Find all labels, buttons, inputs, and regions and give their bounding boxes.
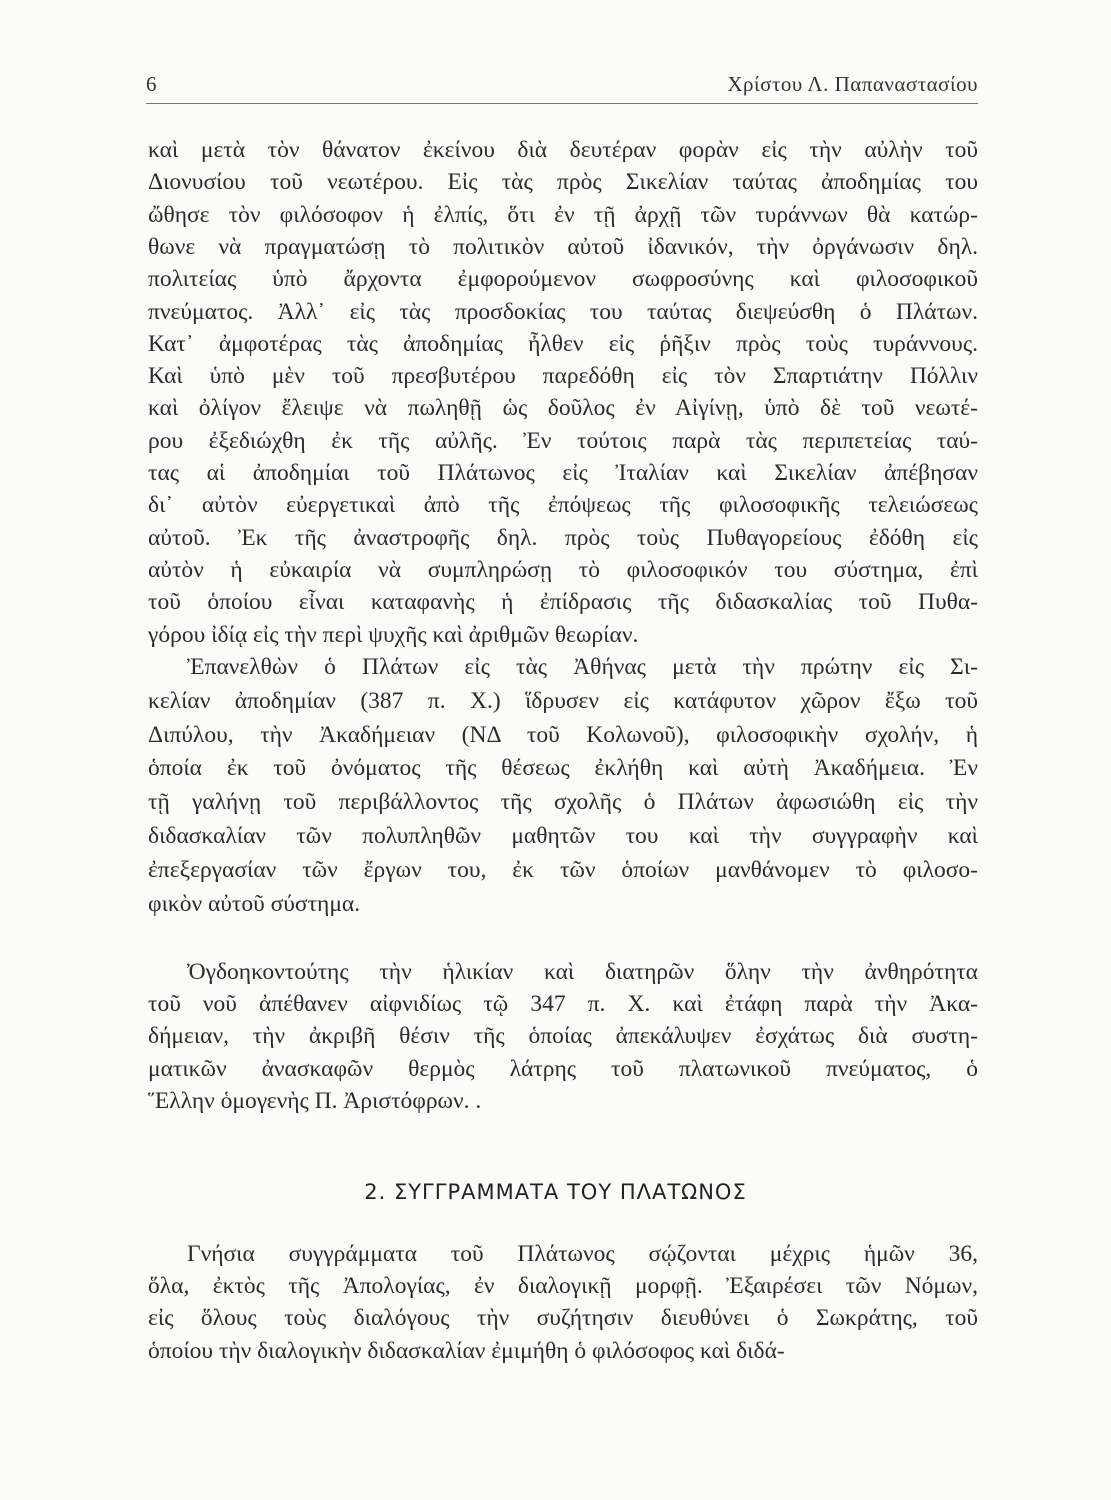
text-line: Διονυσίου τοῦ νεωτέρου. Εἰς τὰς πρὸς Σικελίαν ταύτας ἀποδημίας του [148, 169, 978, 196]
text-line: δήμειαν, τὴν ἀκριβῆ θέσιν τῆς ὁποίας ἀπεκάλυψεν ἐσχάτως διὰ συστη- [148, 1023, 978, 1050]
text-line: ματικῶν ἀνασκαφῶν θερμὸς λάτρης τοῦ πλατωνικοῦ πνεύματος, ὁ [148, 1055, 978, 1082]
section-heading: 2. ΣΥΓΓΡΑΜΜΑΤΑ ΤΟΥ ΠΛΑΤΩΝΟΣ [364, 1180, 747, 1204]
text-line: τοῦ νοῦ ἀπέθανεν αἰφνιδίως τῷ 347 π. Χ. καὶ ἐτάφη παρὰ τὴν Ἀκα- [148, 991, 978, 1018]
text-line: γόρου ἰδίᾳ εἰς τὴν περὶ ψυχῆς καὶ ἀριθμῶν θεωρίαν. [148, 621, 639, 648]
header-rule [146, 103, 978, 104]
text-line: ὁποία ἐκ τοῦ ὀνόματος τῆς θέσεως ἐκλήθη καὶ αὐτὴ Ἀκαδήμεια. Ἐν [148, 755, 978, 782]
text-line: Ἕλλην ὁμογενὴς Π. Ἀριστόφρων. . [148, 1087, 482, 1114]
text-line: τας αἱ ἀποδημίαι τοῦ Πλάτωνος εἰς Ἰταλίαν καὶ Σικελίαν ἀπέβησαν [148, 460, 978, 486]
running-title: Χρίστου Λ. Παπαναστασίου [727, 72, 978, 96]
text-line: τοῦ ὁποίου εἶναι καταφανὴς ἡ ἐπίδρασις τῆς διδασκαλίας τοῦ Πυθα- [148, 589, 978, 616]
text-line: θωνε νὰ πραγματώσῃ τὸ πολιτικὸν αὐτοῦ ἰδανικόν, τὴν ὀργάνωσιν δηλ. [148, 233, 978, 260]
text-line: Γνήσια συγγράμματα τοῦ Πλάτωνος σῴζονται μέχρις ἡμῶν 36, [187, 1241, 978, 1267]
page-number: 6 [146, 72, 157, 96]
text-line: αὐτὸν ἡ εὐκαιρία νὰ συμπληρώσῃ τὸ φιλοσοφικόν του σύστημα, ἐπὶ [148, 556, 978, 583]
text-line: εἰς ὅλους τοὺς διαλόγους τὴν συζήτησιν διευθύνει ὁ Σωκράτης, τοῦ [148, 1305, 978, 1332]
text-line: Διπύλου, τὴν Ἀκαδήμειαν (ΝΔ τοῦ Κολωνοῦ), φιλοσοφικὴν σχολήν, ἡ [148, 721, 978, 748]
text-line: Καὶ ὑπὸ μὲν τοῦ πρεσβυτέρου παρεδόθη εἰς τὸν Σπαρτιάτην Πόλλιν [148, 363, 978, 390]
text-line: πολιτείας ὑπὸ ἄρχοντα ἐμφορούμενον σωφροσύνης καὶ φιλοσοφικοῦ [148, 266, 978, 293]
text-line: πνεύματος. Ἀλλ᾽ εἰς τὰς προσδοκίας του ταύτας διεψεύσθη ὁ Πλάτων. [148, 298, 978, 325]
text-line: ὁποίου τὴν διαλογικὴν διδασκαλίαν ἐμιμήθη ὁ φιλόσοφος καὶ διδά- [148, 1337, 785, 1364]
text-line: ρου ἐξεδιώχθη ἐκ τῆς αὐλῆς. Ἐν τούτοις παρὰ τὰς περιπετείας ταύ- [148, 427, 978, 454]
text-line: καὶ μετὰ τὸν θάνατον ἐκείνου διὰ δευτέραν φορὰν εἰς τὴν αὐλὴν τοῦ [148, 137, 978, 163]
text-line: Κατ᾽ ἀμφοτέρας τὰς ἀποδημίας ἦλθεν εἰς ῥῆξιν πρὸς τοὺς τυράννους. [148, 330, 978, 357]
text-line: κελίαν ἀποδημίαν (387 π. Χ.) ἵδρυσεν εἰς κατάφυτον χῶρον ἔξω τοῦ [148, 687, 978, 714]
text-line: φικὸν αὐτοῦ σύστημα. [148, 890, 361, 917]
text-line: δι᾽ αὐτὸν εὐεργετικαὶ ἀπὸ τῆς ἐπόψεως τῆς φιλοσοφικῆς τελειώσεως [148, 492, 978, 519]
text-line: Ἐπανελθὼν ὁ Πλάτων εἰς τὰς Ἀθήνας μετὰ τὴν πρώτην εἰς Σι- [187, 654, 978, 680]
text-line: ἐπεξεργασίαν τῶν ἔργων του, ἐκ τῶν ὁποίων μανθάνομεν τὸ φιλοσο- [148, 856, 978, 883]
text-line: ὅλα, ἐκτὸς τῆς Ἀπολογίας, ἐν διαλογικῇ μορφῇ. Ἐξαιρέσει τῶν Νόμων, [148, 1273, 978, 1300]
text-line: διδασκαλίαν τῶν πολυπληθῶν μαθητῶν του καὶ τὴν συγγραφὴν καὶ [148, 823, 978, 849]
text-line: ὤθησε τὸν φιλόσοφον ἡ ἐλπίς, ὅτι ἐν τῇ ἀρχῇ τῶν τυράννων θὰ κατώρ- [148, 201, 978, 228]
text-line: τῇ γαλήνῃ τοῦ περιβάλλοντος τῆς σχολῆς ὁ Πλάτων ἀφωσιώθη εἰς τὴν [148, 789, 978, 816]
text-line: Ὀγδοηκοντούτης τὴν ἡλικίαν καὶ διατηρῶν ὅλην τὴν ἀνθηρότητα [187, 959, 978, 985]
text-line: αὐτοῦ. Ἐκ τῆς ἀναστροφῆς δηλ. πρὸς τοὺς Πυθαγορείους ἐδόθη εἰς [148, 524, 978, 551]
text-line: καὶ ὀλίγον ἔλειψε νὰ πωληθῇ ὡς δοῦλος ἐν Αἰγίνῃ, ὑπὸ δὲ τοῦ νεωτέ- [148, 395, 978, 422]
